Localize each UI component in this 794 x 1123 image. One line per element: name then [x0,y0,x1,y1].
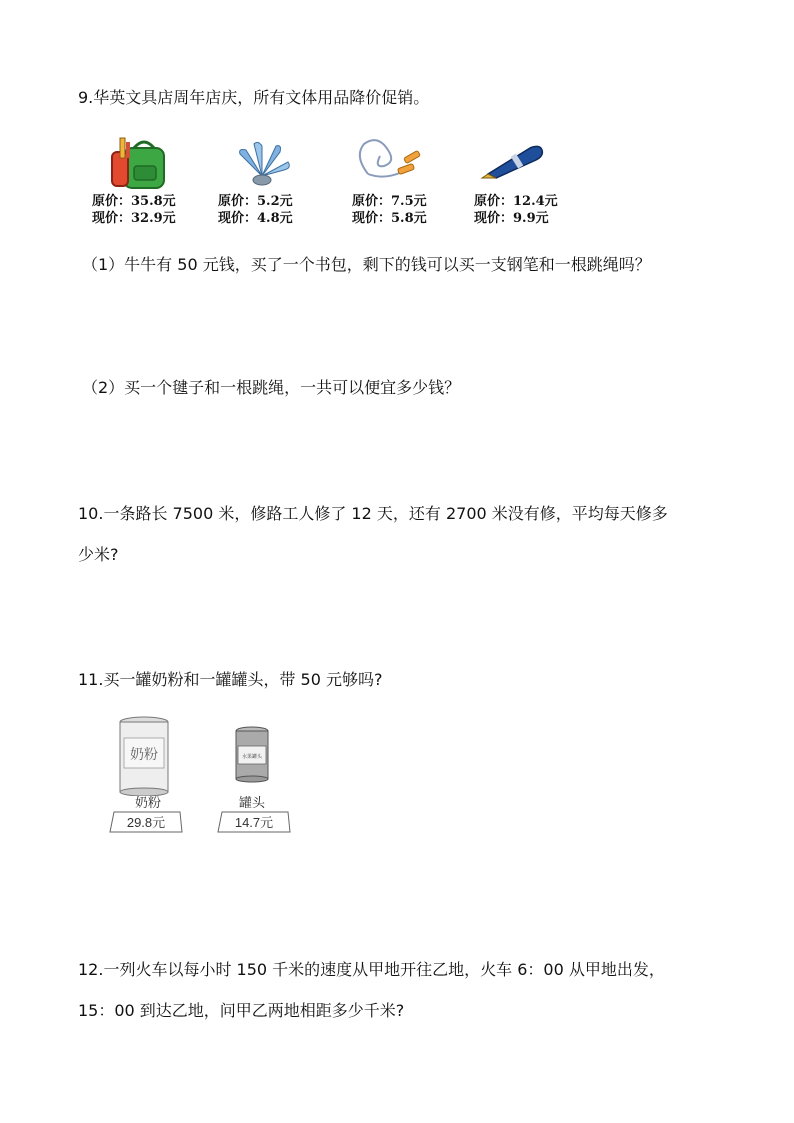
milk-powder-can-icon [118,716,170,796]
shuttlecock-original-price: 原价：5.2元 [218,194,293,209]
milk-powder-can-label: 奶粉 [130,747,158,763]
jump-rope-original-price: 原价：7.5元 [352,194,427,209]
question-10-line-2: 少米? [78,545,119,564]
canned-food-icon [234,726,270,784]
pen-current-price: 现价：9.9元 [474,211,549,226]
milk-powder-name: 奶粉 [134,796,161,811]
fountain-pen-icon [478,140,548,180]
canned-food-price-tag [216,810,292,834]
question-9-title: 9.华英文具店周年店庆，所有文体用品降价促销。 [78,88,430,107]
schoolbag-original-price: 原价：35.8元 [92,194,176,209]
milk-powder-price-tag [108,810,184,834]
question-10-line-1: 10.一条路长 7500 米，修路工人修了 12 天，还有 2700 米没有修，平均每天修多 [78,504,668,523]
milk-powder-price: 29.8元 [126,815,166,830]
schoolbag-current-price: 现价：32.9元 [92,211,176,226]
question-9-part-1: （1）牛牛有 50 元钱，买了一个书包，剩下的钱可以买一支钢笔和一根跳绳吗？ [82,255,651,274]
canned-food-price: 14.7元 [234,815,274,830]
question-12-line-1: 12.一列火车以每小时 150 千米的速度从甲地开往乙地，火车 6：00 从甲地出发， [78,960,665,979]
canned-food-name: 罐头 [238,796,265,811]
canned-food-can-label: 水果罐头 [241,754,263,760]
question-11-title: 11.买一罐奶粉和一罐罐头，带 50 元够吗? [78,670,383,689]
jump-rope-icon [354,136,424,186]
schoolbag-icon [104,136,170,190]
jump-rope-current-price: 现价：5.8元 [352,211,427,226]
shuttlecock-icon [232,140,292,186]
shuttlecock-current-price: 现价：4.8元 [218,211,293,226]
pen-original-price: 原价：12.4元 [474,194,558,209]
question-12-line-2: 15：00 到达乙地，问甲乙两地相距多少千米? [78,1001,405,1020]
question-9-part-2: （2）买一个毽子和一根跳绳，一共可以便宜多少钱？ [82,378,461,397]
